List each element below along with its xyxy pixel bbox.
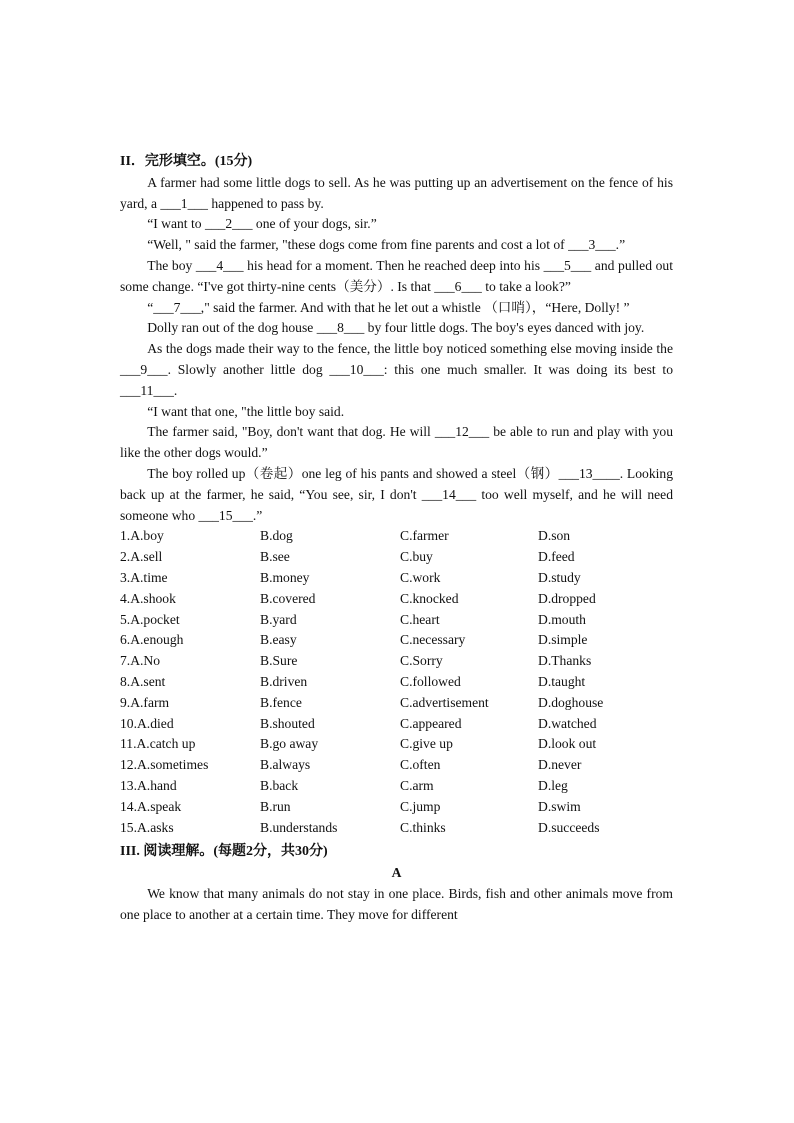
option-row [120,693,673,714]
option-d: D.leg [538,777,568,793]
option-b: B.shouted [260,715,315,731]
option-d: D.dropped [538,590,596,606]
option-c: C.necessary [400,632,466,648]
option-c: C.heart [400,611,440,627]
option-b: B.money [260,569,310,585]
option-row [120,547,673,568]
option-c: C.often [400,757,441,773]
option-row [120,714,673,735]
option-a: 3.A.time [120,569,168,585]
option-row [120,651,673,672]
option-b: B.always [260,757,311,773]
cloze-paragraph: The boy ___4___ his head for a moment. Then he reached deep into his ___5___ and pulled out some change. “I've got thirty-nine cents（美分）. Is that ___6___ to take a look?” [120,257,673,294]
option-row [120,755,673,776]
option-a: 8.A.sent [120,673,166,689]
option-b: B.run [260,798,291,814]
option-d: D.doghouse [538,694,604,710]
option-c: C.jump [400,798,441,814]
option-b: B.driven [260,673,308,689]
cloze-paragraph: “I want that one, "the little boy said. [147,403,345,419]
cloze-paragraph: The boy rolled up（卷起）one leg of his pants and showed a steel（钢）___13____. Looking back up at the farmer, he said, “You see, sir, I don't ___14___ too well myself, and he will need someone who ___15___.” [120,465,673,523]
option-d: D.mouth [538,611,586,627]
option-a: 5.A.pocket [120,611,180,627]
option-b: B.Sure [260,653,298,669]
option-b: B.go away [260,736,319,752]
cloze-paragraph: Dolly ran out of the dog house ___8___ by four little dogs. The boy's eyes danced with joy. [147,320,645,336]
option-b: B.fence [260,694,302,710]
option-c: C.appeared [400,715,462,731]
option-c: C.knocked [400,590,459,606]
option-a: 10.A.died [120,715,174,731]
answer-options [120,526,673,838]
option-d: D.succeeds [538,819,600,835]
option-b: B.covered [260,590,316,606]
option-d: D.simple [538,632,588,648]
option-d: D.never [538,757,582,773]
option-row [120,610,673,631]
option-a: 13.A.hand [120,777,177,793]
option-row [120,818,673,839]
option-row [120,797,673,818]
option-row [120,776,673,797]
option-d: D.swim [538,798,581,814]
cloze-paragraph: “Well, " said the farmer, "these dogs come from fine parents and cost a lot of ___3___.” [147,237,626,253]
cloze-paragraph: “I want to ___2___ one of your dogs, sir.” [147,216,377,232]
section-3-title: III. 阅读理解。(每题2分，共30分) [120,844,328,860]
option-b: B.see [260,549,290,565]
option-a: 6.A.enough [120,632,184,648]
cloze-paragraph: A farmer had some little dogs to sell. As he was putting up an advertisement on the fence of his yard, a ___1___ happened to pass by. [120,174,673,211]
option-a: 7.A.No [120,653,161,669]
option-d: D.watched [538,715,597,731]
option-a: 12.A.sometimes [120,757,209,773]
option-a: 15.A.asks [120,819,174,835]
section-2-title: II．完形填空。(15分) [120,154,253,169]
reading-paragraph: We know that many animals do not stay in one place. Birds, fish and other animals move from one place to another at a certain time. They move for different [120,885,673,922]
option-c: C.buy [400,549,433,565]
option-c: C.give up [400,736,453,752]
option-c: C.thinks [400,819,446,835]
option-b: B.easy [260,632,297,648]
option-d: D.look out [538,736,597,752]
option-c: C.arm [400,777,434,793]
option-b: B.understands [260,819,338,835]
option-a: 2.A.sell [120,549,163,565]
option-b: B.yard [260,611,297,627]
cloze-paragraph: As the dogs made their way to the fence, the little boy noticed something else moving inside the ___9___. Slowly another little dog ___10___: this one much smaller. It was doing its best to ___11___. [120,341,673,398]
option-d: D.feed [538,549,575,565]
exam-page [120,148,673,925]
option-row [120,672,673,693]
option-c: C.followed [400,673,461,689]
option-row [120,734,673,755]
option-d: D.Thanks [538,653,592,669]
option-row [120,568,673,589]
option-a: 4.A.shook [120,590,176,606]
cloze-paragraph: The farmer said, "Boy, don't want that dog. He will ___12___ be able to run and play with you like the other dogs would.” [120,424,673,461]
option-d: D.son [538,528,571,544]
option-a: 9.A.farm [120,694,170,710]
option-c: C.Sorry [400,653,443,669]
option-c: C.work [400,569,441,585]
option-b: B.back [260,777,299,793]
option-a: 11.A.catch up [120,736,196,752]
option-d: D.taught [538,673,586,689]
cloze-paragraph: “___7___," said the farmer. And with that he let out a whistle （口哨），“Here, Dolly! ” [147,299,630,315]
option-a: 1.A.boy [120,528,164,544]
option-row [120,589,673,610]
passage-label: A [391,865,402,881]
option-c: C.farmer [400,528,449,544]
cloze-passage [120,173,673,527]
option-c: C.advertisement [400,694,489,710]
option-row [120,526,673,547]
option-b: B.dog [260,528,293,544]
option-row [120,630,673,651]
option-d: D.study [538,569,581,585]
option-a: 14.A.speak [120,798,182,814]
